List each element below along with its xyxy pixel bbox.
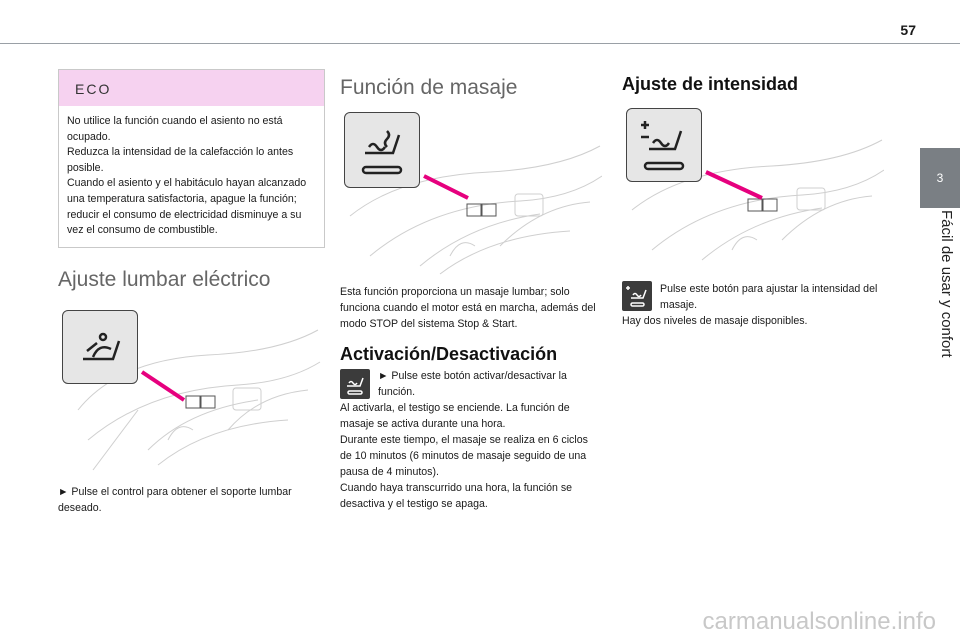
massage-line: Esta función proporciona un masaje lumbar; solo <box>340 286 570 298</box>
eco-title: ECO <box>59 70 324 106</box>
intensity-icon-line: Pulse este botón para ajustar la intensidad del <box>660 283 878 295</box>
intensity-button-image <box>626 108 702 182</box>
massage-title: Función de masaje <box>340 76 518 99</box>
chapter-tab[interactable]: 3 <box>920 148 960 208</box>
lumbar-line: ► Pulse el control para obtener el soporte lumbar <box>58 486 292 498</box>
eco-line: una temperatura satisfactoria, apague la función; <box>67 192 297 205</box>
activation-icon-text <box>378 368 606 400</box>
activation-line: desactiva y el testigo se apaga. <box>340 498 488 510</box>
activation-line: Al activarla, el testigo se enciende. La función de <box>340 402 570 414</box>
massage-line: funciona cuando el motor está en marcha, además del <box>340 302 596 314</box>
intensity-icon-text <box>660 281 890 313</box>
intensity-illustration <box>622 100 884 268</box>
lumbar-text <box>58 484 323 516</box>
intensity-inline-icon <box>622 281 652 311</box>
eco-line: No utilice la función cuando el asiento no está <box>67 115 283 127</box>
eco-box <box>58 69 325 248</box>
lumbar-title: Ajuste lumbar eléctrico <box>58 268 271 291</box>
massage-line: modo STOP del sistema Stop & Start. <box>340 318 518 330</box>
eco-line: vez el consumo de combustible. <box>67 224 218 237</box>
lumbar-button-image <box>62 310 138 384</box>
massage-button-image <box>344 112 420 188</box>
eco-line: posible. <box>67 161 104 174</box>
massage-illustration <box>340 106 602 278</box>
activation-line: pausa de 4 minutos). <box>340 466 439 478</box>
activation-icon-line: ► Pulse este botón activar/desactivar la <box>378 370 567 382</box>
intensity-icon-line: masaje. <box>660 299 698 311</box>
intensity-title: Ajuste de intensidad <box>622 74 799 94</box>
activation-title: Activación/Desactivación <box>340 344 558 364</box>
activation-line: Durante este tiempo, el masaje se realiza en 6 ciclos <box>340 434 588 446</box>
lumbar-illustration <box>58 300 323 475</box>
activation-text <box>340 400 605 512</box>
header-rule <box>0 43 960 44</box>
eco-line: Reduzca la intensidad de la calefacción lo antes <box>67 146 294 159</box>
eco-text <box>59 106 324 239</box>
eco-line: Cuando el asiento y el habitáculo hayan alcanzado <box>67 177 307 190</box>
intensity-text <box>622 313 887 329</box>
eco-line: ocupado. <box>67 130 111 143</box>
massage-text <box>340 284 605 332</box>
activation-line: de 10 minutos (6 minutos de masaje seguido de una <box>340 450 587 462</box>
chapter-title: Fácil de usar y confort <box>938 210 955 358</box>
page-number: 57 <box>900 22 916 38</box>
intensity-line: Hay dos niveles de masaje disponibles. <box>622 315 808 327</box>
eco-line: reducir el consumo de electricidad disminuye a su <box>67 208 302 221</box>
activation-icon-line: función. <box>378 386 416 398</box>
watermark: carmanualsonline.info <box>702 608 936 635</box>
lumbar-line: deseado. <box>58 502 102 514</box>
activation-line: Cuando haya transcurrido una hora, la función se <box>340 482 573 494</box>
massage-inline-icon <box>340 369 370 399</box>
activation-line: masaje se activa durante una hora. <box>340 418 506 430</box>
